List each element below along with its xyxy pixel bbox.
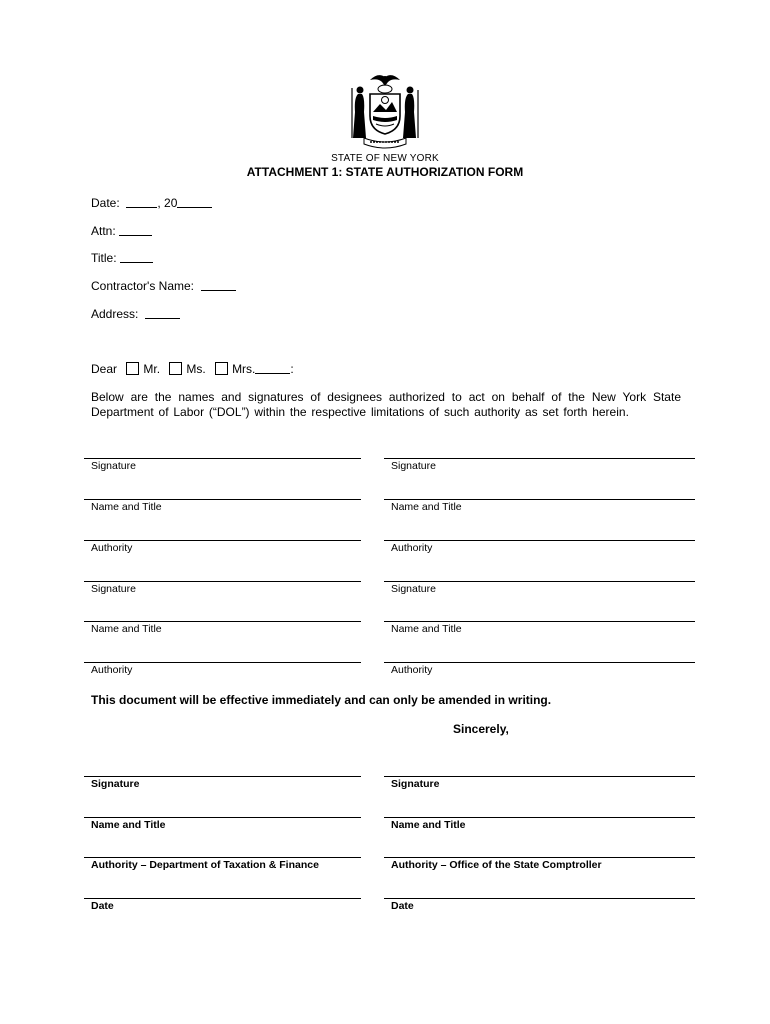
authority-label: Authority [91, 542, 133, 554]
signature-line[interactable] [84, 776, 361, 777]
address-label: Address: [91, 307, 139, 321]
signature-line[interactable] [384, 581, 695, 582]
signature-line[interactable] [384, 776, 695, 777]
signature-label: Signature [91, 460, 136, 472]
signature-label: Signature [391, 460, 436, 472]
authority-line[interactable] [84, 662, 361, 663]
date-field[interactable] [91, 195, 212, 210]
signature-label: Signature [391, 583, 436, 595]
signature-label: Signature [91, 583, 136, 595]
date-label: Date [391, 900, 414, 912]
address-field[interactable] [91, 306, 180, 321]
date-label: Date: [91, 196, 120, 210]
authority-line[interactable] [84, 540, 361, 541]
authority-line[interactable] [384, 662, 695, 663]
contractor-name-blank[interactable] [201, 278, 236, 291]
contractor-name-label: Contractor's Name: [91, 279, 194, 293]
name-title-label: Name and Title [91, 501, 162, 513]
authority-line[interactable] [384, 857, 695, 858]
attn-blank[interactable] [119, 223, 152, 236]
name-title-label: Name and Title [91, 819, 166, 831]
authority-label: Authority [391, 542, 433, 554]
ny-state-seal [340, 68, 430, 152]
date-label: Date [91, 900, 114, 912]
dear-label: Dear [91, 362, 118, 376]
contractor-name-field[interactable] [91, 278, 236, 293]
name-title-label: Name and Title [391, 819, 466, 831]
title-label: Title: [91, 251, 117, 265]
ms-checkbox[interactable] [169, 362, 182, 375]
authority-line[interactable] [384, 540, 695, 541]
signature-line[interactable] [384, 458, 695, 459]
mr-checkbox[interactable] [126, 362, 139, 375]
name-title-label: Name and Title [91, 623, 162, 635]
authority-comptroller-label: Authority – Office of the State Comptroller [391, 859, 602, 871]
date-year-prefix: , 20 [157, 196, 178, 210]
authority-line[interactable] [84, 857, 361, 858]
body-paragraph: Below are the names and signatures of designees authorized to act on behalf of the New York State Department of Labor (“DOL”) within the respective limitations of such authority as set forth herein. [91, 390, 681, 419]
name-title-line[interactable] [384, 499, 695, 500]
authority-label: Authority [391, 664, 433, 676]
name-title-line[interactable] [84, 621, 361, 622]
date-line[interactable] [84, 898, 361, 899]
effective-statement: This document will be effective immediately and can only be amended in writing. [91, 693, 552, 707]
attn-label: Attn: [91, 224, 116, 238]
name-title-label: Name and Title [391, 501, 462, 513]
authority-taxation-label: Authority – Department of Taxation & Finance [91, 859, 319, 871]
state-heading: STATE OF NEW YORK [331, 153, 439, 164]
salutation-line [91, 361, 294, 376]
name-title-line[interactable] [384, 817, 695, 818]
date-year-blank[interactable] [177, 195, 212, 208]
authority-label: Authority [91, 664, 133, 676]
mrs-label: Mrs. [232, 362, 256, 376]
date-day-blank[interactable] [126, 195, 157, 208]
title-field[interactable] [91, 250, 153, 265]
salutation-colon: : [290, 362, 294, 376]
name-title-line[interactable] [84, 499, 361, 500]
form-title: ATTACHMENT 1: STATE AUTHORIZATION FORM [246, 165, 524, 179]
date-line[interactable] [384, 898, 695, 899]
mr-label: Mr. [143, 362, 161, 376]
name-title-line[interactable] [384, 621, 695, 622]
mrs-checkbox[interactable] [215, 362, 228, 375]
attn-field[interactable] [91, 223, 152, 238]
closing-sincerely: Sincerely, [453, 722, 509, 736]
signature-line[interactable] [84, 581, 361, 582]
name-blank[interactable] [255, 361, 290, 374]
signature-label: Signature [391, 778, 440, 790]
name-title-line[interactable] [84, 817, 361, 818]
address-blank[interactable] [145, 306, 180, 319]
name-title-label: Name and Title [391, 623, 462, 635]
signature-line[interactable] [84, 458, 361, 459]
title-blank[interactable] [120, 250, 153, 263]
ms-label: Ms. [186, 362, 206, 376]
signature-label: Signature [91, 778, 140, 790]
